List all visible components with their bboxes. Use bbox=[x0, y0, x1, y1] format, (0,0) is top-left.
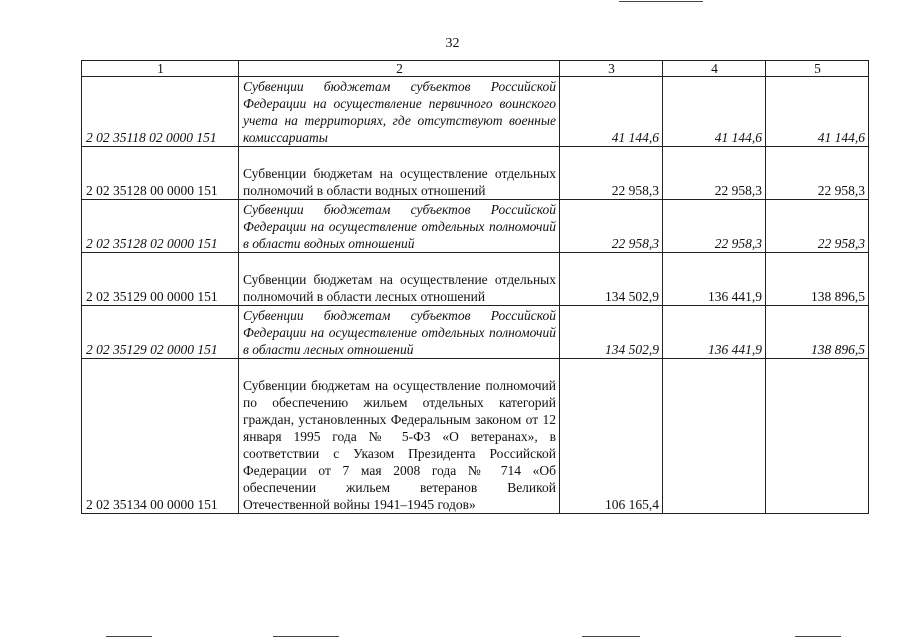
amount-col5: 41 144,6 bbox=[766, 77, 869, 147]
table-header-row bbox=[82, 61, 869, 77]
budget-code: 2 02 35129 00 0000 151 bbox=[82, 253, 239, 306]
column-header-3: 3 bbox=[560, 61, 663, 77]
table-row bbox=[82, 77, 869, 147]
scan-mark bbox=[582, 636, 640, 637]
table-row bbox=[82, 359, 869, 514]
budget-code: 2 02 35134 00 0000 151 bbox=[82, 359, 239, 514]
scan-mark bbox=[795, 636, 841, 637]
table-row bbox=[82, 200, 869, 253]
amount-col3: 134 502,9 bbox=[560, 253, 663, 306]
amount-col3: 106 165,4 bbox=[560, 359, 663, 514]
budget-code: 2 02 35128 02 0000 151 bbox=[82, 200, 239, 253]
budget-code: 2 02 35128 00 0000 151 bbox=[82, 147, 239, 200]
row-description: Субвенции бюджетам на осуществление отдельных полномочий в области водных отношений bbox=[239, 147, 560, 200]
amount-col3: 41 144,6 bbox=[560, 77, 663, 147]
row-description: Субвенции бюджетам субъектов Российской Федерации на осуществление отдельных полномочий в области лесных отношений bbox=[239, 306, 560, 359]
table-row bbox=[82, 253, 869, 306]
amount-col5: 138 896,5 bbox=[766, 253, 869, 306]
table-row bbox=[82, 306, 869, 359]
page-number: 32 bbox=[445, 36, 460, 51]
row-description: Субвенции бюджетам на осуществление отдельных полномочий в области лесных отношений bbox=[239, 253, 560, 306]
budget-table bbox=[81, 60, 869, 514]
scan-mark bbox=[619, 1, 703, 2]
amount-col5: 22 958,3 bbox=[766, 200, 869, 253]
amount-col4: 136 441,9 bbox=[663, 253, 766, 306]
scan-mark bbox=[273, 636, 339, 637]
amount-col4 bbox=[663, 359, 766, 514]
amount-col4: 41 144,6 bbox=[663, 77, 766, 147]
amount-col3: 22 958,3 bbox=[560, 200, 663, 253]
scan-mark bbox=[106, 636, 152, 637]
amount-col5: 22 958,3 bbox=[766, 147, 869, 200]
column-header-1: 1 bbox=[82, 61, 239, 77]
row-description: Субвенции бюджетам на осуществление полномочий по обеспечению жильем отдельных категорий граждан, установленных Федеральным законом от 12 января 1995 года № 5-ФЗ «О ветеранах», в соответствии с Указом Президента Российской Федерации от 7 мая 2008 года № 714 «Об обеспечении жильем ветеранов Великой Отечественной войны 1941–1945 годов» bbox=[239, 359, 560, 514]
amount-col4: 22 958,3 bbox=[663, 147, 766, 200]
amount-col5: 138 896,5 bbox=[766, 306, 869, 359]
amount-col3: 22 958,3 bbox=[560, 147, 663, 200]
column-header-2: 2 bbox=[239, 61, 560, 77]
amount-col3: 134 502,9 bbox=[560, 306, 663, 359]
budget-code: 2 02 35129 02 0000 151 bbox=[82, 306, 239, 359]
table-row bbox=[82, 147, 869, 200]
row-description: Субвенции бюджетам субъектов Российской Федерации на осуществление первичного воинского учета на территориях, где отсутствуют военные комиссариаты bbox=[239, 77, 560, 147]
budget-code: 2 02 35118 02 0000 151 bbox=[82, 77, 239, 147]
column-header-4: 4 bbox=[663, 61, 766, 77]
amount-col4: 136 441,9 bbox=[663, 306, 766, 359]
amount-col4: 22 958,3 bbox=[663, 200, 766, 253]
row-description: Субвенции бюджетам субъектов Российской Федерации на осуществление отдельных полномочий в области водных отношений bbox=[239, 200, 560, 253]
column-header-5: 5 bbox=[766, 61, 869, 77]
amount-col5 bbox=[766, 359, 869, 514]
